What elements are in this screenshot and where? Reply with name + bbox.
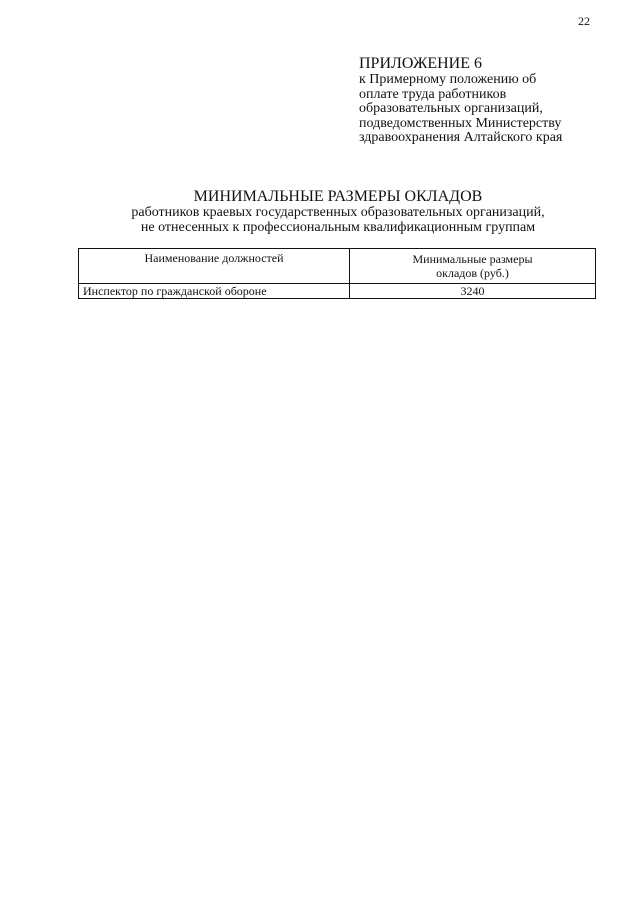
document-title: МИНИМАЛЬНЫЕ РАЗМЕРЫ ОКЛАДОВ xyxy=(193,188,483,205)
appendix-line: подведомственных Министерству xyxy=(359,115,562,131)
column-header-salary xyxy=(350,249,596,284)
position-name-cell: Инспектор по гражданской обороне xyxy=(79,284,350,299)
column-header-salary-line: окладов (руб.) xyxy=(436,266,509,280)
document-subtitle-line: работников краевых государственных образовательных организаций, xyxy=(131,205,545,220)
appendix-title: ПРИЛОЖЕНИЕ 6 xyxy=(359,55,483,72)
table-header-row xyxy=(79,249,596,284)
appendix-line: к Примерному положению об xyxy=(359,72,537,87)
column-header-salary-line: Минимальные размеры xyxy=(412,252,533,266)
appendix-line: образовательных организаций, xyxy=(359,101,543,116)
salary-value-cell: 3240 xyxy=(350,284,596,299)
salary-table xyxy=(78,248,596,299)
table-row xyxy=(79,284,596,299)
document-heading xyxy=(78,188,598,235)
page-number: 22 xyxy=(578,14,590,28)
appendix-block xyxy=(359,55,619,146)
column-header-position: Наименование должностей xyxy=(79,249,350,284)
appendix-line: оплате труда работников xyxy=(359,86,507,102)
document-subtitle-line: не отнесенных к профессиональным квалификационным группам xyxy=(140,219,536,235)
appendix-line: здравоохранения Алтайского края xyxy=(359,130,563,145)
